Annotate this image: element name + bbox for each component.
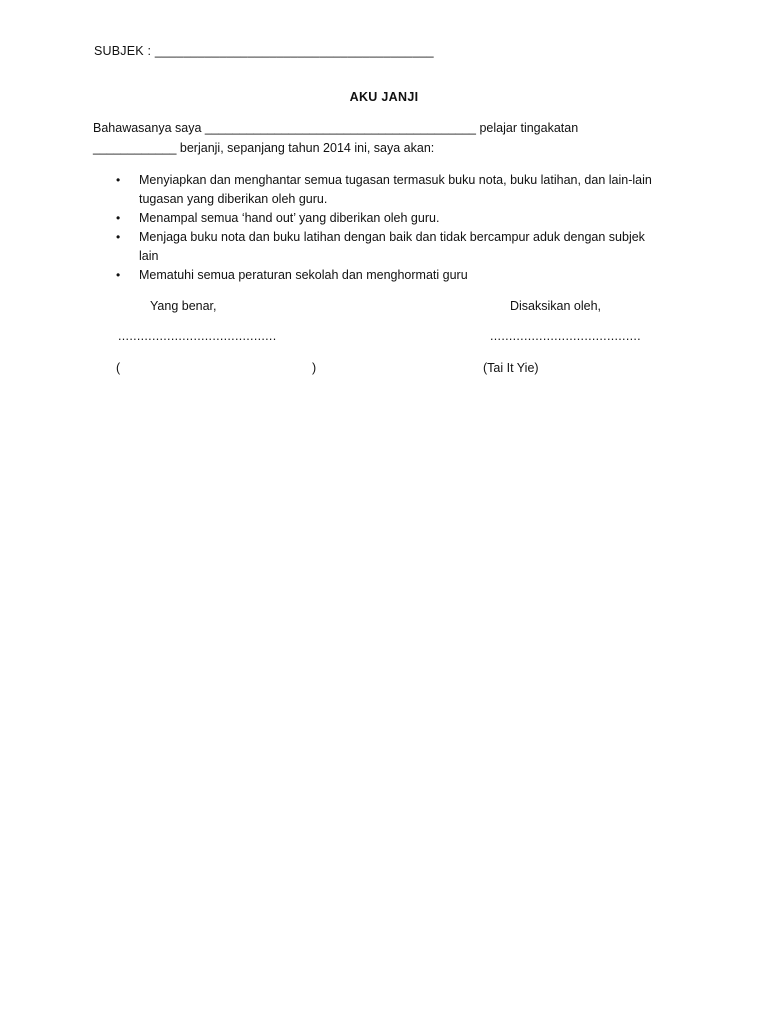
witness-signature-line: ........................................ [490, 329, 641, 343]
list-item-text-continued: lain [139, 249, 159, 263]
list-item-text-continued: tugasan yang diberikan oleh guru. [139, 192, 328, 206]
signer-signature-line: .......................................... [118, 329, 277, 343]
intro-line-1: Bahawasanya saya _______________________________________ pelajar tingakatan [93, 121, 579, 135]
subject-line: SUBJEK : _______________________________________ [94, 44, 434, 58]
intro-line-2: ____________ berjanji, sepanjang tahun 2014 ini, saya akan: [93, 141, 435, 155]
signer-name-open-paren: ( [116, 361, 121, 375]
list-item-text: Menyiapkan dan menghantar semua tugasan termasuk buku nota, buku latihan, dan lain-lain [139, 173, 652, 187]
signer-label: Yang benar, [150, 299, 217, 313]
witness-label: Disaksikan oleh, [510, 299, 602, 313]
bullet-icon: • [116, 173, 121, 187]
bullet-icon: • [116, 268, 121, 282]
list-item [112, 228, 692, 266]
document-title: AKU JANJI [349, 90, 419, 104]
list-item-text: Menjaga buku nota dan buku latihan dengan baik dan tidak bercampur aduk dengan subjek [139, 230, 645, 244]
signer-name-close-paren: ) [312, 361, 317, 375]
list-item [112, 266, 692, 285]
list-item [112, 171, 692, 209]
pledge-list [112, 171, 692, 285]
bullet-icon: • [116, 211, 121, 225]
list-item-text: Mematuhi semua peraturan sekolah dan menghormati guru [139, 268, 468, 282]
list-item-text: Menampal semua ‘hand out’ yang diberikan oleh guru. [139, 211, 440, 225]
bullet-icon: • [116, 230, 121, 244]
list-item [112, 209, 692, 228]
witness-name: (Tai It Yie) [483, 361, 539, 375]
